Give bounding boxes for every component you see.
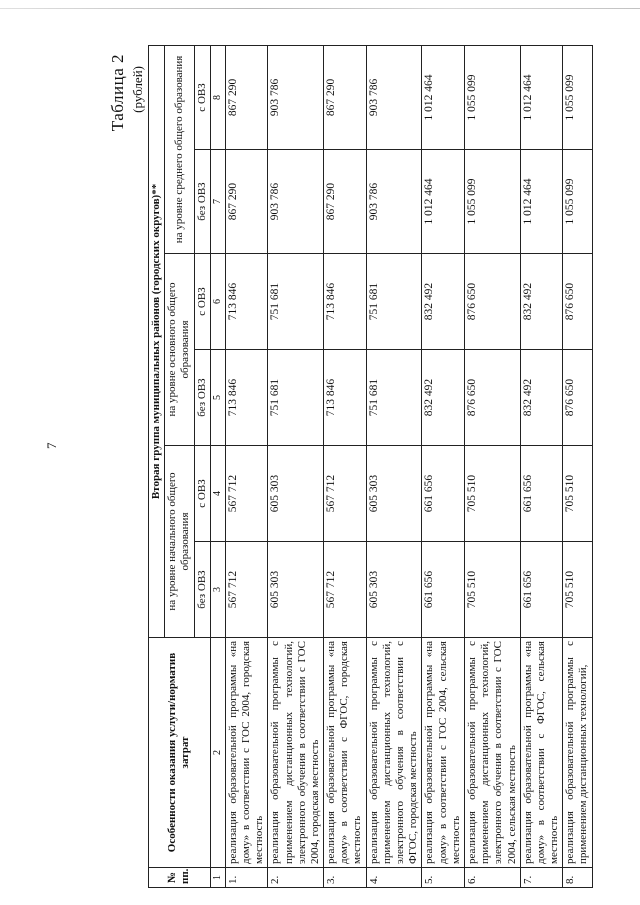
value-cell: 751 681 — [268, 350, 324, 446]
column-index: 5 — [210, 350, 225, 446]
value-cell: 705 510 — [563, 446, 592, 542]
header-sub-with: с ОВЗ — [194, 45, 210, 149]
value-cell: 751 681 — [366, 350, 422, 446]
value-cell: 713 846 — [324, 350, 367, 446]
row-description: реализация образовательной программы с применением дистанционных технологий, — [563, 638, 592, 868]
value-cell: 867 290 — [225, 150, 268, 254]
row-number: 1. — [225, 868, 268, 888]
page-number: 7 — [44, 442, 59, 449]
value-cell: 867 290 — [324, 45, 367, 149]
value-cell: 903 786 — [268, 45, 324, 149]
row-number: 4. — [366, 868, 422, 888]
row-number: 8. — [563, 868, 592, 888]
table-caption: Таблица 2 — [108, 54, 127, 132]
row-description: реализация образовательной программы «на дому» в соответствии с ФГОС, сельская местность — [520, 638, 563, 868]
rotated-page-content — [108, 40, 608, 888]
column-index-row — [210, 45, 225, 887]
column-index: 8 — [210, 45, 225, 149]
value-cell: 605 303 — [268, 446, 324, 542]
column-index: 4 — [210, 446, 225, 542]
header-level-basic: на уровне основного общего образования — [165, 254, 194, 446]
value-cell: 1 012 464 — [520, 45, 563, 149]
value-cell: 1 055 099 — [563, 150, 592, 254]
row-number: 5. — [422, 868, 465, 888]
row-description: реализация образовательной программы с применением дистанционных технологий, электронного обучения в соответствии с ФГОС, городская местность — [366, 638, 422, 868]
value-cell: 876 650 — [464, 254, 520, 350]
scan-artifact-line — [0, 8, 640, 9]
value-cell: 876 650 — [563, 350, 592, 446]
value-cell: 867 290 — [225, 45, 268, 149]
table-row — [422, 45, 465, 887]
value-cell: 605 303 — [366, 446, 422, 542]
value-cell: 567 712 — [324, 446, 367, 542]
header-features: Особенности оказания услуги/норматив затрат — [149, 638, 211, 868]
value-cell: 903 786 — [366, 45, 422, 149]
row-description: реализация образовательной программы с применением дистанционных технологий, электронного обучения в соответствии с ГОС 2004, городская местность — [268, 638, 324, 868]
value-cell: 1 055 099 — [464, 150, 520, 254]
row-number: 6. — [464, 868, 520, 888]
table-row — [225, 45, 268, 887]
header-sub-without: без ОВЗ — [194, 542, 210, 638]
value-cell: 713 846 — [225, 350, 268, 446]
table-unit: (рублей) — [130, 66, 145, 113]
value-cell: 705 510 — [464, 542, 520, 638]
column-index: 2 — [210, 638, 225, 868]
header-sub-with: с ОВЗ — [194, 254, 210, 350]
row-description: реализация образовательной программы «на дому» в соответствии с ГОС 2004, сельская местность — [422, 638, 465, 868]
value-cell: 661 656 — [520, 542, 563, 638]
value-cell: 832 492 — [422, 350, 465, 446]
row-number: 7. — [520, 868, 563, 888]
table-row — [268, 45, 324, 887]
value-cell: 713 846 — [225, 254, 268, 350]
value-cell: 832 492 — [520, 254, 563, 350]
table-row — [563, 45, 592, 887]
value-cell: 903 786 — [268, 150, 324, 254]
value-cell: 1 055 099 — [563, 45, 592, 149]
row-description: реализация образовательной программы с применением дистанционных технологий, электронного обучения в соответствии с ГОС 2004, сельская местность — [464, 638, 520, 868]
header-level-primary: на уровне начального общего образования — [165, 446, 194, 638]
value-cell: 661 656 — [520, 446, 563, 542]
value-cell: 867 290 — [324, 150, 367, 254]
header-group: Вторая группа муниципальных районов (городских округов)** — [149, 45, 165, 637]
value-cell: 605 303 — [268, 542, 324, 638]
value-cell: 832 492 — [520, 350, 563, 446]
value-cell: 832 492 — [422, 254, 465, 350]
value-cell: 1 012 464 — [520, 150, 563, 254]
row-number: 2. — [268, 868, 324, 888]
value-cell: 705 510 — [464, 446, 520, 542]
value-cell: 605 303 — [366, 542, 422, 638]
value-cell: 751 681 — [366, 254, 422, 350]
header-sub-without: без ОВЗ — [194, 350, 210, 446]
value-cell: 1 055 099 — [464, 45, 520, 149]
table-row — [366, 45, 422, 887]
value-cell: 661 656 — [422, 542, 465, 638]
value-cell: 876 650 — [464, 350, 520, 446]
row-description: реализация образовательной программы «на дому» в соответствии с ФГОС, городская местность — [324, 638, 367, 868]
header-sub-with: с ОВЗ — [194, 446, 210, 542]
value-cell: 567 712 — [225, 542, 268, 638]
value-cell: 567 712 — [324, 542, 367, 638]
header-sub-without: без ОВЗ — [194, 150, 210, 254]
norms-table — [148, 45, 593, 888]
row-number: 3. — [324, 868, 367, 888]
header-no: № пп. — [149, 868, 211, 888]
row-description: реализация образовательной программы «на дому» в соответствии с ГОС 2004, городская местность — [225, 638, 268, 868]
value-cell: 1 012 464 — [422, 150, 465, 254]
value-cell: 903 786 — [366, 150, 422, 254]
column-index: 7 — [210, 150, 225, 254]
value-cell: 1 012 464 — [422, 45, 465, 149]
column-index: 6 — [210, 254, 225, 350]
value-cell: 567 712 — [225, 446, 268, 542]
column-index: 3 — [210, 542, 225, 638]
header-level-secondary: на уровне среднего общего образования — [165, 45, 194, 253]
table-row — [464, 45, 520, 887]
value-cell: 705 510 — [563, 542, 592, 638]
value-cell: 751 681 — [268, 254, 324, 350]
value-cell: 713 846 — [324, 254, 367, 350]
table-row — [520, 45, 563, 887]
column-index: 1 — [210, 868, 225, 888]
table-row — [324, 45, 367, 887]
value-cell: 661 656 — [422, 446, 465, 542]
header-row-group — [149, 45, 165, 887]
value-cell: 876 650 — [563, 254, 592, 350]
